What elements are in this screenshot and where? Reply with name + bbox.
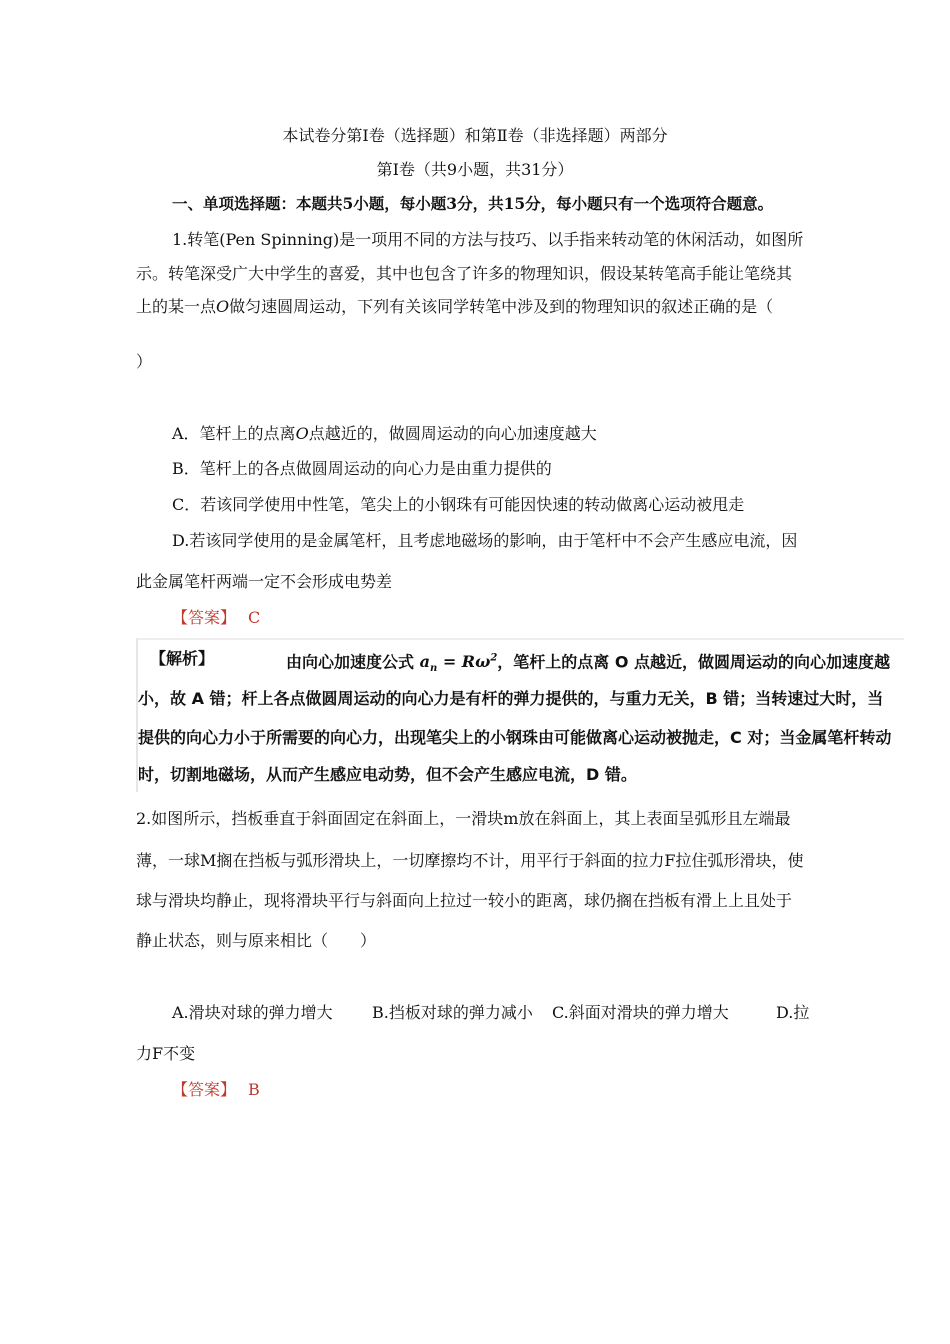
option-c: C．若该同学使用中性笔，笔尖上的小钢珠有可能因快速的转动做离心运动被甩走 <box>172 495 745 514</box>
analysis-text: 由向心加速度公式 <box>286 652 415 672</box>
paper-title: 本试卷分第Ⅰ卷（选择题）和第Ⅱ卷（非选择题）两部分 <box>282 126 668 145</box>
text-segment: 上的某一点 <box>136 297 217 316</box>
question-1-line-1: 1.转笔(Pen Spinning)是一项用不同的方法与技巧、以手指来转动笔的休闲活动，如图所 <box>172 230 804 249</box>
analysis-line-4: 时，切割地磁场，从而产生感应电动势，但不会产生感应电流，D 错。 <box>138 765 637 784</box>
formula-sub: n <box>429 663 438 675</box>
analysis-line-1 <box>286 648 890 681</box>
question-2-line-3: 球与滑块均静止，现将滑块平行与斜面向上拉过一较小的距离，球仍搁在挡板有滑上上且处于 <box>136 891 793 910</box>
answer-label: 【答案】 <box>172 1080 237 1099</box>
point-o: O <box>216 297 230 316</box>
answer-label: 【答案】 <box>172 608 237 627</box>
formula <box>419 652 498 675</box>
analysis-line-2: 小，故 A 错；杆上各点做圆周运动的向心力是有杆的弹力提供的，与重力无关，B 错；当转速过大时，当 <box>138 689 884 708</box>
section-heading: 一、单项选择题：本题共5小题，每小题3分，共15分，每小题只有一个选项符合题意。 <box>172 194 774 213</box>
point-o: O <box>295 424 309 443</box>
question-2-line-2: 薄，一球M搁在挡板与弧形滑块上，一切摩擦均不计，用平行于斜面的拉力F拉住弧形滑块，使 <box>136 851 804 870</box>
analysis-label: 【解析】 <box>150 649 215 668</box>
question-1-bracket-close: ） <box>136 352 153 371</box>
formula-rhs: Rω <box>461 652 491 672</box>
option-a-text: A．笔杆上的点离 <box>172 424 296 443</box>
option-d: D.若该同学使用的是金属笔杆，且考虑地磁场的影响，由于笔杆中不会产生感应电流，因 <box>172 531 798 550</box>
formula-eq: = <box>437 652 462 672</box>
option-a <box>172 423 597 445</box>
option-b: B．笔杆上的各点做圆周运动的向心力是由重力提供的 <box>172 459 552 478</box>
formula-a: a <box>419 652 430 672</box>
answer-value: C <box>248 608 261 627</box>
section-subtitle: 第Ⅰ卷（共9小题，共31分） <box>376 160 574 179</box>
question-2-line-4: 静止状态，则与原来相比（ ） <box>136 931 377 950</box>
analysis-box <box>136 638 904 792</box>
q2-option-c: C.斜面对滑块的弹力增大 <box>552 1003 729 1022</box>
option-a-text-rest: 点越近的，做圆周运动的向心加速度越大 <box>308 424 597 443</box>
answer-2 <box>172 1079 260 1101</box>
answer-value: B <box>248 1080 260 1099</box>
question-1-line-3 <box>136 296 773 318</box>
q2-option-d: D.拉 <box>776 1003 810 1022</box>
q2-option-b: B.挡板对球的弹力减小 <box>372 1003 533 1022</box>
question-2-line-1: 2.如图所示，挡板垂直于斜面固定在斜面上，一滑块m放在斜面上，其上表面呈弧形且左端最 <box>136 809 791 828</box>
q2-option-d-cont: 力F不变 <box>136 1044 196 1063</box>
formula-sup: 2 <box>490 653 498 664</box>
text-segment: 做匀速圆周运动，下列有关该同学转笔中涉及到的物理知识的叙述正确的是（ <box>229 297 774 316</box>
analysis-line-3: 提供的向心力小于所需要的向心力，出现笔尖上的小钢珠由可能做离心运动被抛走，C 对；当金属笔杆转动 <box>138 728 892 747</box>
answer-1 <box>172 607 260 629</box>
analysis-text: ，笔杆上的点离 O 点越近，做圆周运动的向心加速度越 <box>497 652 891 672</box>
option-d-cont: 此金属笔杆两端一定不会形成电势差 <box>136 572 393 591</box>
q2-option-a: A.滑块对球的弹力增大 <box>172 1003 333 1022</box>
question-1-line-2: 示。转笔深受广大中学生的喜爱，其中也包含了许多的物理知识，假设某转笔高手能让笔绕其 <box>136 264 793 283</box>
